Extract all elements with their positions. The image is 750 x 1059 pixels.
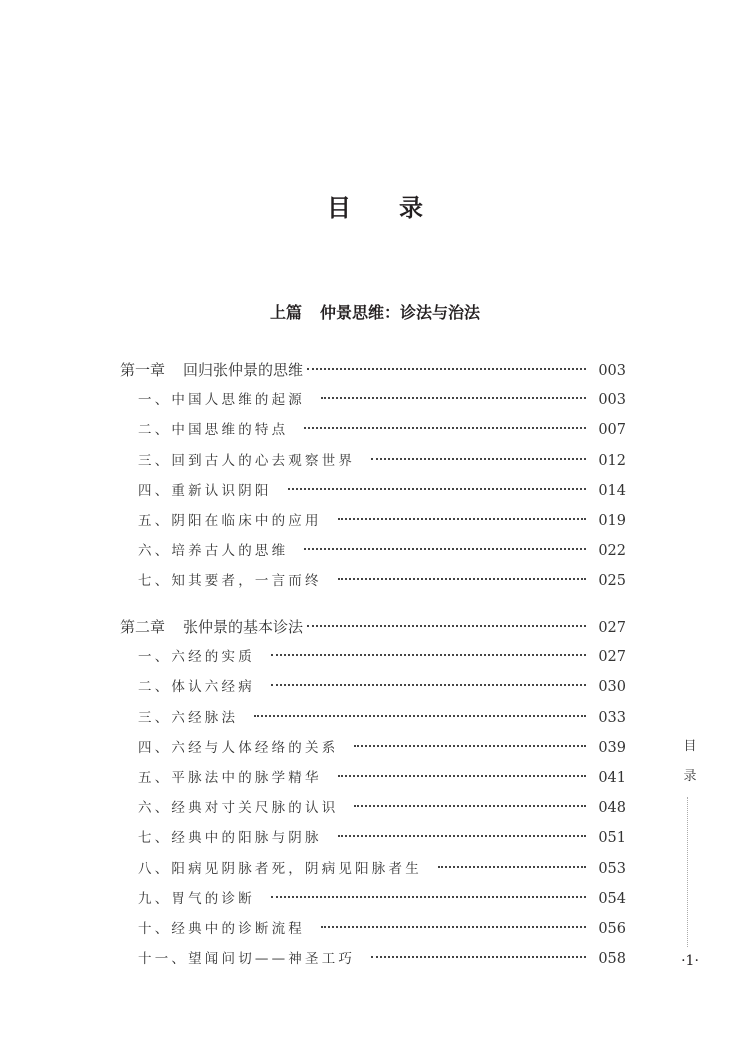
toc-chapter-2 bbox=[120, 612, 626, 974]
page-number: ·1· bbox=[681, 953, 699, 969]
dot-leader bbox=[304, 548, 586, 550]
entry-title bbox=[138, 672, 255, 702]
entry-page-number: 022 bbox=[598, 543, 626, 560]
toc-chapter-entry[interactable] bbox=[120, 612, 626, 642]
entry-title bbox=[138, 854, 422, 884]
entry-title bbox=[138, 944, 355, 974]
entry-page-number: 039 bbox=[598, 739, 626, 756]
side-rule bbox=[687, 797, 688, 947]
entry-text: 一、中国人思维的起源 bbox=[138, 392, 305, 409]
entry-page-number: 007 bbox=[598, 422, 626, 439]
entry-text: 八、阳病见阴脉者死，阴病见阳脉者生 bbox=[138, 860, 422, 877]
toc-section-entry[interactable] bbox=[120, 733, 626, 763]
dot-leader bbox=[254, 715, 586, 717]
entry-title bbox=[138, 823, 322, 853]
entry-page-number: 027 bbox=[598, 620, 626, 636]
entry-title bbox=[138, 703, 238, 733]
toc-section-entry[interactable] bbox=[120, 944, 626, 974]
dot-leader bbox=[371, 458, 586, 460]
entry-title bbox=[138, 536, 288, 566]
toc-section-entry[interactable] bbox=[120, 415, 626, 445]
title-char: 录 bbox=[399, 194, 423, 222]
dot-leader bbox=[354, 745, 586, 747]
entry-text: 六、经典对寸关尺脉的认识 bbox=[138, 800, 339, 817]
entry-title bbox=[138, 642, 255, 672]
entry-title bbox=[138, 566, 322, 596]
entry-text: 六、培养古人的思维 bbox=[138, 543, 289, 560]
entry-text: 十、经典中的诊断流程 bbox=[138, 920, 305, 937]
dot-leader bbox=[338, 578, 586, 580]
toc-section-entry[interactable] bbox=[120, 536, 626, 566]
side-label-char: 目 bbox=[683, 739, 697, 754]
toc-section-entry[interactable] bbox=[120, 884, 626, 914]
entry-page-number: 041 bbox=[598, 769, 626, 786]
entry-page-number: 003 bbox=[598, 363, 626, 379]
entry-text: 三、回到古人的心去观察世界 bbox=[138, 452, 356, 469]
entry-title bbox=[138, 733, 338, 763]
entry-text: 第二章 bbox=[120, 618, 166, 636]
entry-text: 回归张仲景的思维 bbox=[183, 361, 304, 379]
page-title bbox=[0, 188, 750, 223]
dot-leader bbox=[304, 427, 586, 429]
side-running-head bbox=[680, 735, 700, 795]
toc-section-entry[interactable] bbox=[120, 506, 626, 536]
entry-page-number: 033 bbox=[598, 709, 626, 726]
toc-section-entry[interactable] bbox=[120, 672, 626, 702]
entry-text: 二、体认六经病 bbox=[138, 679, 255, 696]
entry-title bbox=[138, 914, 305, 944]
entry-text: 二、中国思维的特点 bbox=[138, 422, 289, 439]
entry-page-number: 027 bbox=[598, 649, 626, 666]
entry-page-number: 058 bbox=[598, 951, 626, 968]
toc-section-entry[interactable] bbox=[120, 476, 626, 506]
toc-section-entry[interactable] bbox=[120, 763, 626, 793]
dot-leader bbox=[288, 488, 586, 490]
entry-text: 十一、望闻问切——神圣工巧 bbox=[138, 951, 356, 968]
dot-leader bbox=[271, 684, 586, 686]
dot-leader bbox=[338, 835, 586, 837]
part-heading bbox=[0, 300, 750, 323]
entry-title bbox=[138, 793, 338, 823]
entry-text: 张仲景的基本诊法 bbox=[183, 618, 304, 636]
dot-leader bbox=[271, 896, 586, 898]
toc-section-entry[interactable] bbox=[120, 793, 626, 823]
entry-page-number: 048 bbox=[598, 800, 626, 817]
toc-section-entry[interactable] bbox=[120, 566, 626, 596]
entry-title bbox=[120, 612, 303, 642]
dot-leader bbox=[338, 775, 586, 777]
dot-leader bbox=[271, 654, 586, 656]
entry-page-number: 019 bbox=[598, 512, 626, 529]
entry-title bbox=[138, 446, 355, 476]
entry-text: 三、六经脉法 bbox=[138, 709, 239, 726]
dot-leader bbox=[307, 625, 586, 627]
dot-leader bbox=[307, 368, 586, 370]
toc-section-entry[interactable] bbox=[120, 854, 626, 884]
dot-leader bbox=[321, 926, 586, 928]
dot-leader bbox=[338, 518, 586, 520]
entry-page-number: 056 bbox=[598, 920, 626, 937]
entry-page-number: 030 bbox=[598, 679, 626, 696]
toc-section-entry[interactable] bbox=[120, 914, 626, 944]
toc-section-entry[interactable] bbox=[120, 823, 626, 853]
toc-section-entry[interactable] bbox=[120, 385, 626, 415]
entry-text: 四、重新认识阴阳 bbox=[138, 482, 272, 499]
entry-text: 七、知其要者，一言而终 bbox=[138, 573, 322, 590]
entry-title bbox=[138, 385, 305, 415]
entry-title bbox=[138, 415, 288, 445]
entry-page-number: 054 bbox=[598, 890, 626, 907]
dot-leader bbox=[371, 956, 586, 958]
dot-leader bbox=[438, 866, 586, 868]
entry-title bbox=[138, 884, 255, 914]
toc-section-entry[interactable] bbox=[120, 703, 626, 733]
entry-title bbox=[120, 355, 303, 385]
dot-leader bbox=[321, 397, 586, 399]
entry-page-number: 053 bbox=[598, 860, 626, 877]
entry-text: 四、六经与人体经络的关系 bbox=[138, 739, 339, 756]
part-label: 上篇 bbox=[269, 303, 302, 322]
toc-chapter-entry[interactable] bbox=[120, 355, 626, 385]
entry-page-number: 003 bbox=[598, 392, 626, 409]
entry-title bbox=[138, 506, 322, 536]
dot-leader bbox=[354, 805, 586, 807]
toc-section-entry[interactable] bbox=[120, 642, 626, 672]
entry-page-number: 025 bbox=[598, 573, 626, 590]
toc-section-entry[interactable] bbox=[120, 446, 626, 476]
entry-title bbox=[138, 476, 272, 506]
entry-title bbox=[138, 763, 322, 793]
entry-page-number: 012 bbox=[598, 452, 626, 469]
entry-text: 九、胃气的诊断 bbox=[138, 890, 255, 907]
toc-chapter-1 bbox=[120, 355, 626, 597]
entry-page-number: 014 bbox=[598, 482, 626, 499]
part-title: 仲景思维：诊法与治法 bbox=[320, 303, 481, 322]
entry-text: 一、六经的实质 bbox=[138, 649, 255, 666]
side-label-char: 录 bbox=[683, 769, 697, 784]
entry-text: 七、经典中的阳脉与阴脉 bbox=[138, 830, 322, 847]
entry-page-number: 051 bbox=[598, 830, 626, 847]
entry-text: 五、平脉法中的脉学精华 bbox=[138, 769, 322, 786]
entry-text: 第一章 bbox=[120, 361, 166, 379]
title-char: 目 bbox=[327, 194, 351, 222]
entry-text: 五、阴阳在临床中的应用 bbox=[138, 512, 322, 529]
